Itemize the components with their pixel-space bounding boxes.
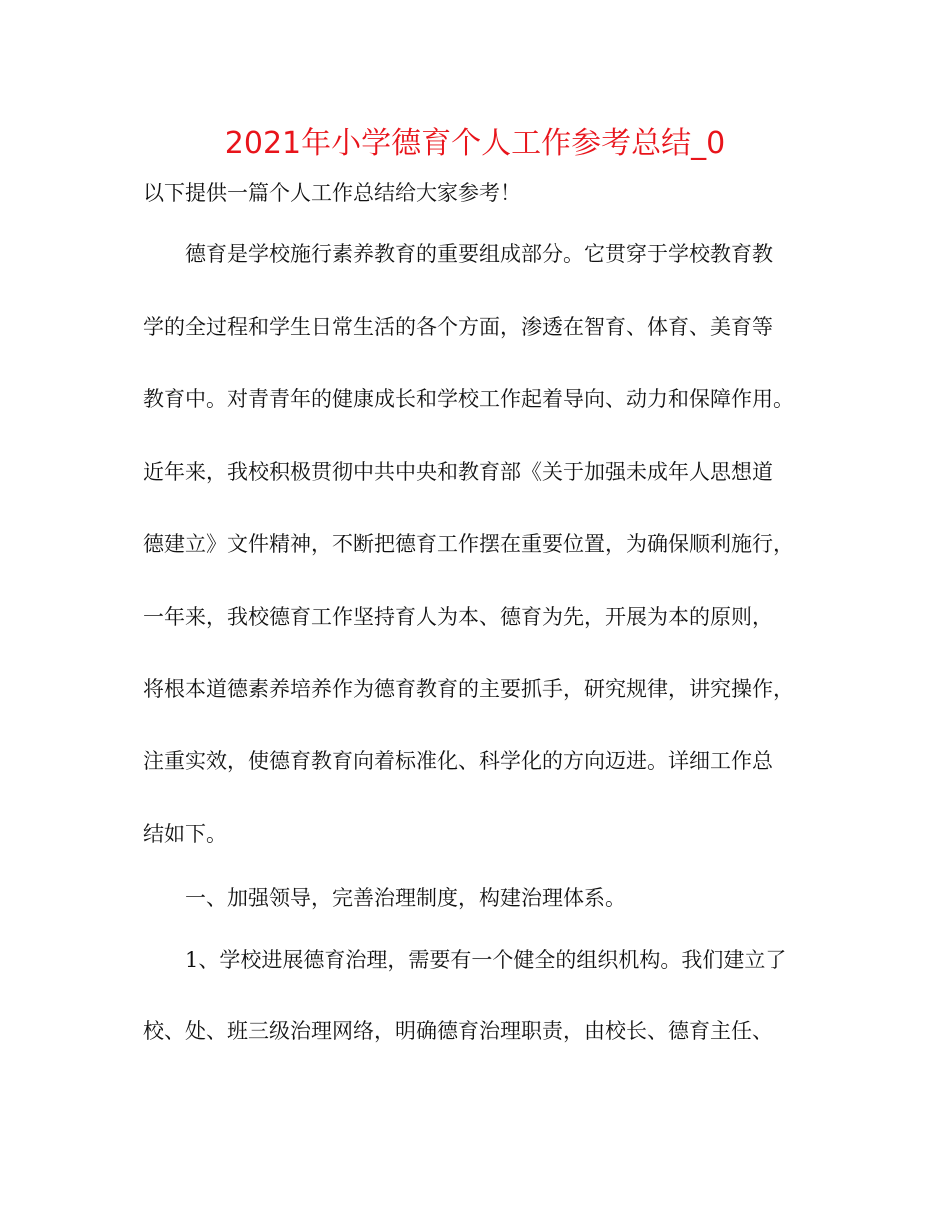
paragraph-line: 一年来，我校德育工作坚持育人为本、德育为先，开展为本的原则， — [143, 605, 773, 629]
paragraph-line: 结如下。 — [143, 822, 227, 846]
paragraph-line: 德建立》文件精神，不断把德育工作摆在重要位置，为确保顺利施行， — [143, 532, 794, 556]
paragraph-line: 教育中。对青青年的健康成长和学校工作起着导向、动力和保障作用。 — [143, 387, 794, 411]
paragraph-line: 将根本道德素养培养作为德育教育的主要抓手，研究规律，讲究操作， — [143, 677, 794, 701]
document-title: 2021年小学德育个人工作参考总结_0 — [224, 126, 726, 161]
intro-text: 以下提供一篇个人工作总结给大家参考！ — [143, 181, 521, 205]
paragraph-line: 校、处、班三级治理网络，明确德育治理职责，由校长、德育主任、 — [143, 1019, 773, 1043]
paragraph-line: 德育是学校施行素养教育的重要组成部分。它贯穿于学校教育教 — [185, 242, 773, 266]
paragraph-line: 学的全过程和学生日常生活的各个方面，渗透在智育、体育、美育等 — [143, 315, 773, 339]
section-heading: 一、加强领导，完善治理制度，构建治理体系。 — [185, 886, 626, 910]
paragraph-line: 近年来，我校积极贯彻中共中央和教育部《关于加强未成年人思想道 — [143, 460, 773, 484]
paragraph-line: 1、学校进展德育治理，需要有一个健全的组织机构。我们建立了 — [185, 948, 787, 972]
paragraph-line: 注重实效，使德育教育向着标准化、科学化的方向迈进。详细工作总 — [143, 749, 773, 773]
